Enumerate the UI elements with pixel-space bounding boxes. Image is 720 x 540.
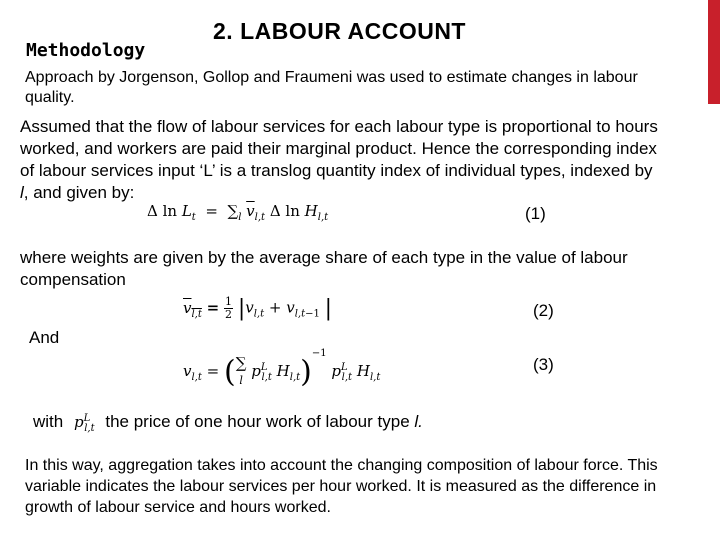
and-label: And bbox=[29, 328, 60, 347]
price-definition bbox=[33, 412, 423, 434]
equation-1: Δ $\ln L_t = \sum_l$ $\overline{v}_{l,t}$ Δ $\ln H_{l,t}$ bbox=[147, 202, 329, 223]
closing-text: In this way, aggregation takes into account the changing composition of labour force. This variable indicates the labour services per hour worked. It is measured as the difference in growth of labour service and hours worked. bbox=[25, 457, 658, 516]
with-label: with bbox=[33, 412, 64, 431]
paragraph-line: worked, and workers are paid their marginal product. Hence the corresponding index bbox=[20, 139, 657, 158]
index-variable: l bbox=[20, 183, 24, 202]
paragraph-line-rest: , and given by: bbox=[23, 183, 135, 202]
equation-3-number: (3) bbox=[533, 355, 554, 374]
equation-2: $v_{l,t} = 1$ 2 $|v_{l,t} + v_{l,t-1}$ | bbox=[183, 295, 333, 321]
slide-title: 2. LABOUR ACCOUNT bbox=[213, 18, 466, 44]
assumption-paragraph bbox=[20, 116, 700, 204]
paragraph-line: Assumed that the flow of labour services for each labour type is proportional to hours bbox=[20, 117, 658, 136]
weights-text: where weights are given by the average share of each type in the value of labour compensation bbox=[20, 248, 628, 289]
intro-text: Approach by Jorgenson, Gollop and Fraumeni was used to estimate changes in labour quality. bbox=[25, 69, 638, 106]
accent-bar bbox=[708, 0, 720, 104]
equation-1-number: (1) bbox=[525, 204, 546, 223]
price-symbol: $p^L_{l,t}$ bbox=[73, 413, 95, 434]
section-label: Methodology bbox=[26, 40, 146, 61]
price-description: the price of one hour work of labour type bbox=[105, 412, 410, 431]
equation-2-number: (2) bbox=[533, 301, 554, 320]
equation-3: $v_{l,t}$ = (∑ l $p^L_{l,t}$ $H_{l,t})^{-1}$ $p^L_{l,t}$ $H_{l,t}$ bbox=[183, 348, 381, 390]
price-variable: l. bbox=[414, 412, 423, 431]
paragraph-line bbox=[20, 182, 700, 204]
paragraph-line: of labour services input ‘L’ is a translog quantity index of individual types, indexed by bbox=[20, 161, 653, 180]
